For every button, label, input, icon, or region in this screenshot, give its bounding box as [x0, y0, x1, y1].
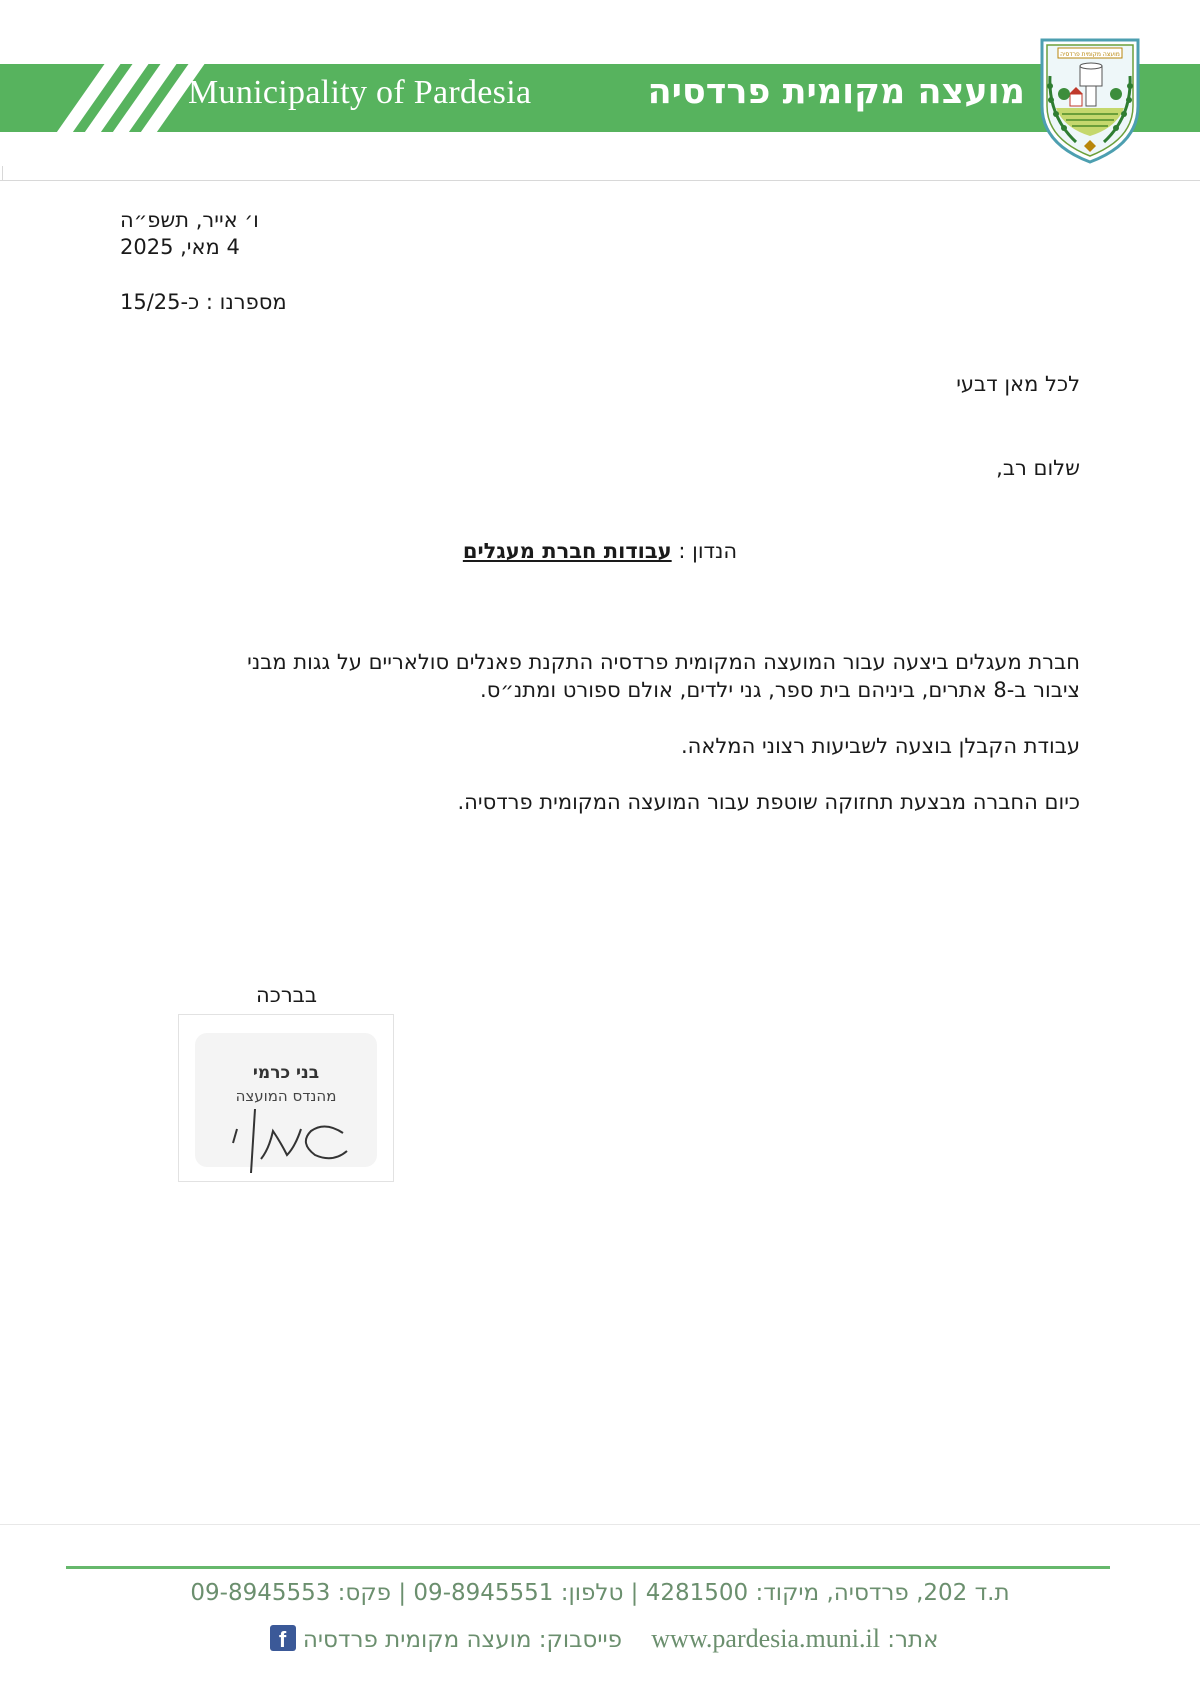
closing: בברכה — [256, 983, 317, 1007]
gregorian-date: 4 מאי, 2025 — [120, 235, 240, 259]
paragraph-1 — [120, 648, 1080, 704]
facebook-icon[interactable]: f — [270, 1625, 296, 1651]
hebrew-date: ו׳ אייר, תשפ״ה — [120, 208, 259, 232]
signatory-role: מהנדס המועצה — [235, 1087, 337, 1105]
subject-line — [0, 539, 1200, 563]
hebrew-title: מועצה מקומית פרדסיה — [647, 72, 1025, 112]
signatory-name: בני כרמי — [252, 1063, 320, 1083]
crest-ribbon-text: מועצה מקומית פרדסיה — [1060, 51, 1120, 58]
addressee: לכל מאן דבעי — [956, 372, 1080, 396]
municipality-crest-icon — [1036, 36, 1144, 166]
handwritten-signature-icon — [215, 1103, 365, 1173]
signature-stamp — [178, 1014, 394, 1182]
header-divider-tick — [2, 166, 3, 180]
header-divider — [0, 180, 1200, 181]
header-band — [0, 64, 1200, 132]
paragraph-1-line-2: ציבור ב-8 אתרים, ביניהם בית ספר, גני ילדים, אולם ספורט ומתנ״ס. — [480, 678, 1080, 702]
greeting: שלום רב, — [996, 456, 1080, 480]
footer-top-divider — [0, 1524, 1200, 1525]
reference-number: מספרנו : כ-15/25 — [120, 290, 287, 314]
subject-label: הנדון : — [678, 539, 738, 563]
paragraph-1-line-1: חברת מעגלים ביצעה עבור המועצה המקומית פרדסיה התקנת פאנלים סולאריים על גגות מבני — [247, 650, 1080, 674]
english-title: Municipality of Pardesia — [188, 74, 532, 111]
website-link[interactable]: www.pardesia.muni.il — [651, 1624, 880, 1653]
footer-web-line — [0, 1624, 1200, 1654]
paragraph-3: כיום החברה מבצעת תחזוקה שוטפת עבור המועצה המקומית פרדסיה. — [457, 790, 1080, 814]
footer-contact-line: ת.ד 202, פרדסיה, מיקוד: 4281500 | טלפון: 09-8945551 | פקס: 09-8945553 — [190, 1580, 1010, 1606]
website-label: אתר: — [887, 1627, 939, 1653]
footer-divider — [66, 1566, 1110, 1569]
paragraph-2: עבודת הקבלן בוצעה לשביעות רצוני המלאה. — [680, 734, 1080, 758]
facebook-label[interactable]: פייסבוק: מועצה מקומית פרדסיה — [302, 1627, 623, 1653]
subject-text: עבודות חברת מעגלים — [462, 539, 672, 563]
